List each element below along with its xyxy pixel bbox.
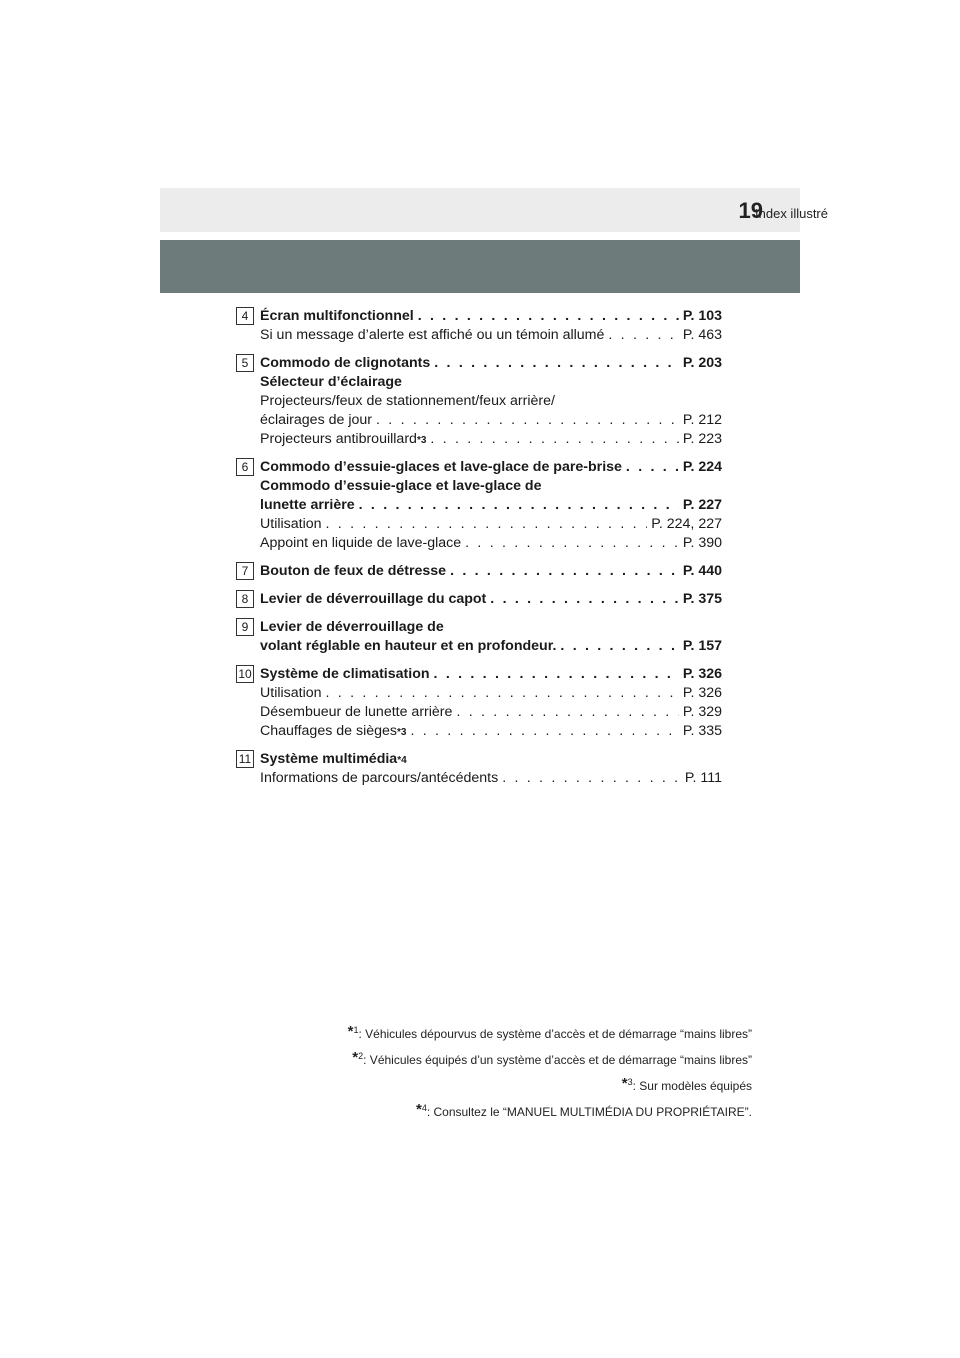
index-line	[260, 534, 722, 553]
dot-leader	[434, 354, 679, 373]
index-line	[260, 684, 722, 703]
page-reference: P. 329	[682, 704, 722, 720]
index-entries	[236, 307, 722, 797]
footnote-number: 3	[627, 1077, 633, 1087]
index-line	[260, 354, 722, 373]
page-reference: P. 157	[682, 638, 722, 654]
header-bar	[160, 188, 800, 232]
item-number-badge: 10	[236, 665, 254, 683]
dot-leader	[450, 562, 679, 581]
index-line: Système multimédia *4	[260, 751, 407, 767]
dot-leader	[608, 326, 678, 345]
index-line: Projecteurs antibrouillard *3 . . . P. 223	[260, 430, 722, 449]
index-line-text: lunette arrière	[260, 497, 355, 513]
index-line-text: Chauffages de sièges	[260, 723, 397, 739]
footnote-text: : Sur modèles équipés	[632, 1079, 752, 1093]
index-line	[260, 307, 722, 326]
header-band	[160, 240, 800, 293]
page-reference: P. 335	[682, 723, 722, 739]
footnote-number: 4	[421, 1103, 427, 1113]
item-number-badge: 8	[236, 590, 254, 608]
index-line-text: Appoint en liquide de lave-glace	[260, 535, 462, 551]
index-entry	[236, 458, 722, 553]
index-line-text: Informations de parcours/antécédents	[260, 770, 499, 786]
index-line-text: Projecteurs/feux de stationnement/feux arrière/	[260, 393, 555, 409]
index-entry	[236, 307, 722, 345]
page-reference: P. 326	[682, 666, 722, 682]
dot-leader	[434, 665, 679, 684]
index-line-text: Désembueur de lunette arrière	[260, 704, 453, 720]
dot-leader	[560, 637, 678, 656]
index-line	[260, 458, 722, 477]
dot-leader	[430, 430, 678, 449]
index-line	[260, 562, 722, 581]
index-entry	[236, 354, 722, 449]
index-line	[260, 373, 722, 392]
footnote	[348, 1022, 752, 1044]
dot-leader	[490, 590, 679, 609]
index-line-text: Écran multifonctionnel	[260, 308, 414, 324]
page-reference: P. 212	[682, 412, 722, 428]
index-line-text: Commodo de clignotants	[260, 355, 431, 371]
index-line-text: Sélecteur d’éclairage	[260, 374, 402, 390]
item-number-badge: 11	[236, 750, 254, 768]
footnote-text: : Véhicules équipés d’un système d’accès et de démarrage “mains libres”	[363, 1053, 752, 1067]
page-reference: P. 390	[682, 535, 722, 551]
index-line	[260, 477, 722, 496]
index-line-text: Levier de déverrouillage du capot	[260, 591, 487, 607]
item-number-badge: 5	[236, 354, 254, 372]
index-entry	[236, 618, 722, 656]
index-line-text: Levier de déverrouillage de	[260, 619, 444, 635]
index-line	[260, 769, 722, 788]
index-line	[260, 515, 722, 534]
dot-leader	[626, 458, 679, 477]
footnote-text: : Consultez le “MANUEL MULTIMÉDIA DU PROPRIÉTAIRE”.	[426, 1105, 752, 1119]
dot-leader	[326, 684, 679, 703]
footnote	[348, 1100, 752, 1122]
index-line	[260, 411, 722, 430]
dot-leader	[376, 411, 679, 430]
page-reference: P. 224	[682, 459, 722, 475]
index-line: Chauffages de sièges *3 . . . P. 335	[260, 722, 722, 741]
index-line	[260, 326, 722, 345]
page-reference: P. 111	[684, 770, 722, 786]
dot-leader	[410, 722, 678, 741]
item-number-badge: 9	[236, 618, 254, 636]
dot-leader	[359, 496, 679, 515]
page-reference: P. 223	[682, 431, 722, 447]
item-number-badge: 4	[236, 307, 254, 325]
index-line	[260, 590, 722, 609]
dot-leader	[465, 534, 679, 553]
dot-leader	[326, 515, 648, 534]
index-line-text: Bouton de feux de détresse	[260, 563, 447, 579]
page-reference: P. 375	[682, 591, 722, 607]
index-line-text: Commodo d’essuie-glaces et lave-glace de pare-brise	[260, 459, 622, 475]
index-line-text: Si un message d’alerte est affiché ou un témoin allumé	[260, 327, 605, 343]
index-line	[260, 665, 722, 684]
index-line-text: Système multimédia	[260, 751, 398, 767]
index-line-text: volant réglable en hauteur et en profondeur.	[260, 638, 557, 654]
item-number-badge: 7	[236, 562, 254, 580]
index-entry	[236, 590, 722, 609]
footnote-asterisk: *	[352, 1049, 359, 1066]
index-entry	[236, 562, 722, 581]
footnote-number: 2	[358, 1051, 364, 1061]
section-title: Index illustré	[755, 206, 828, 221]
dot-leader	[502, 769, 681, 788]
footnote-asterisk: *	[347, 1023, 354, 1040]
index-entry	[236, 750, 722, 788]
index-line-text: Utilisation	[260, 685, 322, 701]
footnote-asterisk: *	[415, 1101, 422, 1118]
page-reference: P. 227	[682, 497, 722, 513]
page-reference: P. 326	[682, 685, 722, 701]
index-line	[260, 496, 722, 515]
footnote-text: : Véhicules dépourvus de système d’accès et de démarrage “mains libres”	[358, 1027, 752, 1041]
dot-leader	[456, 703, 678, 722]
index-line	[260, 392, 722, 411]
footnote	[348, 1048, 752, 1070]
index-line-text: Système de climatisation	[260, 666, 430, 682]
index-line-text: Utilisation	[260, 516, 322, 532]
page-reference: P. 203	[682, 355, 722, 371]
index-line	[260, 618, 722, 637]
index-line-text: Projecteurs antibrouillard	[260, 431, 417, 447]
page-reference: P. 103	[682, 308, 722, 324]
index-line	[260, 637, 722, 656]
page-number: 19	[738, 198, 763, 223]
page-reference: P. 463	[682, 327, 722, 343]
index-line-text: Commodo d’essuie-glace et lave-glace de	[260, 478, 542, 494]
index-line	[260, 703, 722, 722]
page-reference: P. 224, 227	[651, 516, 722, 532]
footnote	[348, 1074, 752, 1096]
dot-leader	[418, 307, 679, 326]
page-reference: P. 440	[682, 563, 722, 579]
item-number-badge: 6	[236, 458, 254, 476]
footnote-asterisk: *	[621, 1075, 628, 1092]
index-line-text: éclairages de jour	[260, 412, 372, 428]
index-entry	[236, 665, 722, 741]
footnotes	[348, 1022, 752, 1126]
footnote-number: 1	[353, 1025, 359, 1035]
